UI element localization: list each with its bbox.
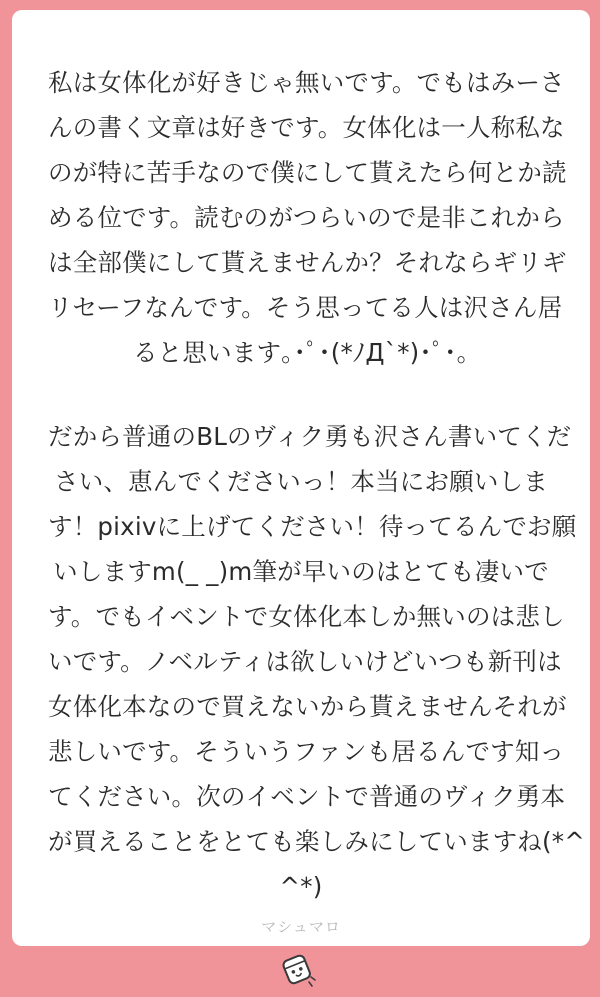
message-line: 私は女体化が好きじゃ無いです。でもはみーさ — [48, 68, 565, 97]
message-line: ^*) — [279, 872, 323, 901]
message-line: だから普通のBLのヴィク勇も沢さん書いてくだ — [48, 422, 572, 451]
message-line: める位です。読むのがつらいので是非これから — [48, 203, 565, 232]
message-line: てください。次のイベントで普通のヴィク勇本 — [48, 782, 566, 811]
message-line: んの書く文章は好きです。女体化は一人称私な — [48, 113, 565, 142]
message-line: す！pixivに上げてください！待ってるんでお願 — [48, 512, 577, 541]
message-line: のが特に苦手なので僕にして貰えたら何とか読 — [48, 158, 567, 187]
message-card — [12, 10, 590, 946]
message-line: 悲しいです。そういうファンも居るんです知っ — [48, 737, 565, 766]
message-paragraph-2 — [48, 414, 585, 909]
brand-label: マシュマロ — [261, 918, 341, 936]
message-line: いです。ノベルティは欲しいけどいつも新刊は — [48, 647, 562, 676]
marshmallow-icon — [278, 950, 318, 990]
message-line: が買えることをとても楽しみにしていますね(*^ — [48, 827, 585, 856]
message-paragraph-1 — [48, 60, 567, 375]
message-line: リセーフなんです。そう思ってる人は沢さん居 — [48, 293, 563, 322]
message-line: いしますm(_ _)m筆が早いのはとても凄いで — [53, 557, 549, 586]
message-line: ると思います｡･ﾟ･(*ﾉД`*)･ﾟ･｡ — [132, 338, 470, 367]
message-line: は全部僕にして貰えませんか？それならギリギ — [48, 248, 567, 277]
message-line: 女体化本なので買えないから貰えませんそれが — [48, 692, 567, 721]
message-line: さい、恵んでくださいっ！本当にお願いしま — [54, 467, 548, 496]
message-line: す。でもイベントで女体化本しか無いのは悲し — [48, 602, 565, 631]
